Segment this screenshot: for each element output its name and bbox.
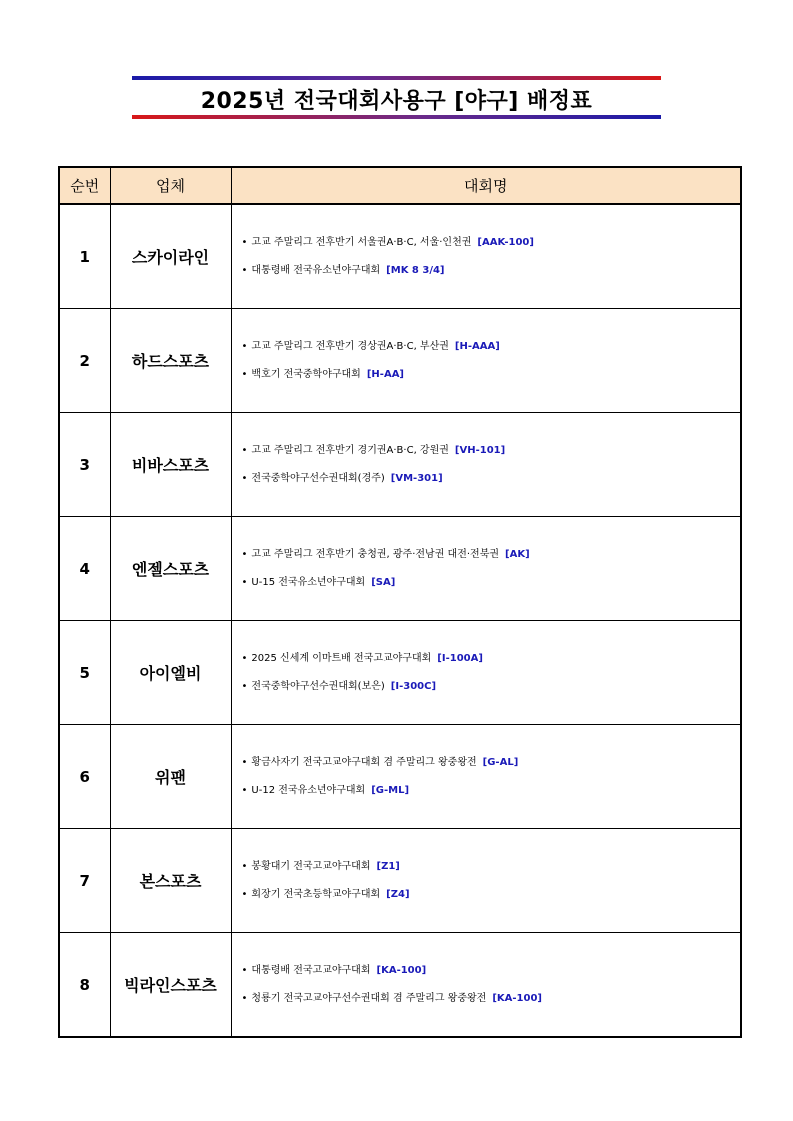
event-name: 고교 주말리그 전후반기 충청권, 광주·전남권 대전·전북권: [251, 548, 500, 560]
event-list: [231, 933, 741, 1038]
bullet-icon: •: [241, 236, 248, 248]
table-row: [59, 309, 741, 413]
row-number: 6: [59, 725, 110, 829]
ball-code: [VM-301]: [390, 472, 443, 484]
bullet-icon: •: [241, 860, 248, 872]
ball-code: [MK 8 3/4]: [386, 264, 445, 276]
bullet-icon: •: [241, 340, 248, 352]
event-item: [242, 749, 741, 777]
event-list: [231, 725, 741, 829]
bullet-icon: •: [241, 576, 248, 588]
event-item: [242, 437, 741, 465]
ball-code: [Z1]: [376, 860, 400, 872]
row-number: 5: [59, 621, 110, 725]
bullet-icon: •: [241, 264, 248, 276]
bullet-icon: •: [241, 680, 248, 692]
event-item: [242, 777, 741, 805]
event-name: 청룡기 전국고교야구선수권대회 겸 주말리그 왕중왕전: [251, 992, 487, 1004]
row-number: 2: [59, 309, 110, 413]
table-row: [59, 517, 741, 621]
row-number: 7: [59, 829, 110, 933]
title-bottom-bar: [132, 115, 661, 119]
company-name: 하드스포츠: [110, 309, 231, 413]
ball-code: [AK]: [505, 548, 530, 560]
event-list: [231, 413, 741, 517]
company-name: 빅라인스포츠: [110, 933, 231, 1038]
table-row: [59, 204, 741, 309]
event-name: 고교 주말리그 전후반기 경상권A·B·C, 부산권: [251, 340, 449, 352]
table-row: [59, 933, 741, 1038]
ball-code: [I-300C]: [390, 680, 437, 692]
event-list: [231, 309, 741, 413]
event-item: [242, 465, 741, 493]
bullet-icon: •: [241, 368, 248, 380]
row-number: 8: [59, 933, 110, 1038]
event-name: 2025 신세계 이마트배 전국고교야구대회: [251, 652, 432, 664]
table-row: [59, 621, 741, 725]
event-item: [242, 957, 741, 985]
ball-code: [KA-100]: [492, 992, 542, 1004]
table-row: [59, 725, 741, 829]
event-name: 회장기 전국초등학교야구대회: [251, 888, 381, 900]
ball-code: [KA-100]: [376, 964, 427, 976]
bullet-icon: •: [241, 964, 248, 976]
event-name: 봉황대기 전국고교야구대회: [251, 860, 371, 872]
bullet-icon: •: [241, 888, 248, 900]
company-name: 위팬: [110, 725, 231, 829]
assignment-table: [58, 166, 742, 1038]
page-title: 2025년 전국대회사용구 [야구] 배정표: [200, 89, 593, 114]
event-name: 대통령배 전국고교야구대회: [251, 964, 371, 976]
ball-code: [VH-101]: [454, 444, 506, 456]
table-row: [59, 829, 741, 933]
header-events: 대회명: [231, 167, 741, 204]
event-item: [242, 645, 741, 673]
event-name: 백호기 전국중학야구대회: [251, 368, 361, 380]
event-item: [242, 257, 741, 285]
company-name: 스카이라인: [110, 204, 231, 309]
event-item: [242, 569, 741, 597]
bullet-icon: •: [241, 444, 248, 456]
row-number: 1: [59, 204, 110, 309]
ball-code: [G-ML]: [371, 784, 410, 796]
event-name: 황금사자기 전국고교야구대회 겸 주말리그 왕중왕전: [251, 756, 477, 768]
event-name: U-12 전국유소년야구대회: [251, 784, 366, 796]
bullet-icon: •: [241, 548, 248, 560]
bullet-icon: •: [241, 472, 248, 484]
header-num: 순번: [59, 167, 110, 204]
bullet-icon: •: [241, 756, 248, 768]
event-name: 전국중학야구선수권대회(경주): [251, 472, 385, 484]
ball-code: [H-AAA]: [454, 340, 500, 352]
ball-code: [AAK-100]: [477, 236, 534, 248]
bullet-icon: •: [241, 992, 248, 1004]
event-item: [242, 881, 741, 909]
event-item: [242, 229, 741, 257]
bullet-icon: •: [241, 784, 248, 796]
header-company: 업체: [110, 167, 231, 204]
table-header-row: [59, 167, 741, 204]
event-list: [231, 621, 741, 725]
event-name: 고교 주말리그 전후반기 경기권A·B·C, 강원권: [251, 444, 449, 456]
company-name: 비바스포츠: [110, 413, 231, 517]
event-item: [242, 673, 741, 701]
company-name: 아이엘비: [110, 621, 231, 725]
ball-code: [G-AL]: [482, 756, 519, 768]
ball-code: [I-100A]: [437, 652, 483, 664]
event-item: [242, 361, 741, 389]
company-name: 본스포츠: [110, 829, 231, 933]
row-number: 3: [59, 413, 110, 517]
event-item: [242, 541, 741, 569]
event-name: 대통령배 전국유소년야구대회: [251, 264, 381, 276]
title-banner: [132, 76, 661, 119]
bullet-icon: •: [241, 652, 248, 664]
event-name: 전국중학야구선수권대회(보은): [251, 680, 385, 692]
event-item: [242, 985, 741, 1013]
ball-code: [H-AA]: [366, 368, 404, 380]
row-number: 4: [59, 517, 110, 621]
event-name: U-15 전국유소년야구대회: [251, 576, 366, 588]
ball-code: [SA]: [371, 576, 396, 588]
title-top-bar: [132, 76, 661, 80]
event-name: 고교 주말리그 전후반기 서울권A·B·C, 서울·인천권: [251, 236, 472, 248]
event-item: [242, 853, 741, 881]
event-list: [231, 517, 741, 621]
ball-code: [Z4]: [386, 888, 410, 900]
table-row: [59, 413, 741, 517]
event-list: [231, 204, 741, 309]
event-item: [242, 333, 741, 361]
company-name: 엔젤스포츠: [110, 517, 231, 621]
event-list: [231, 829, 741, 933]
